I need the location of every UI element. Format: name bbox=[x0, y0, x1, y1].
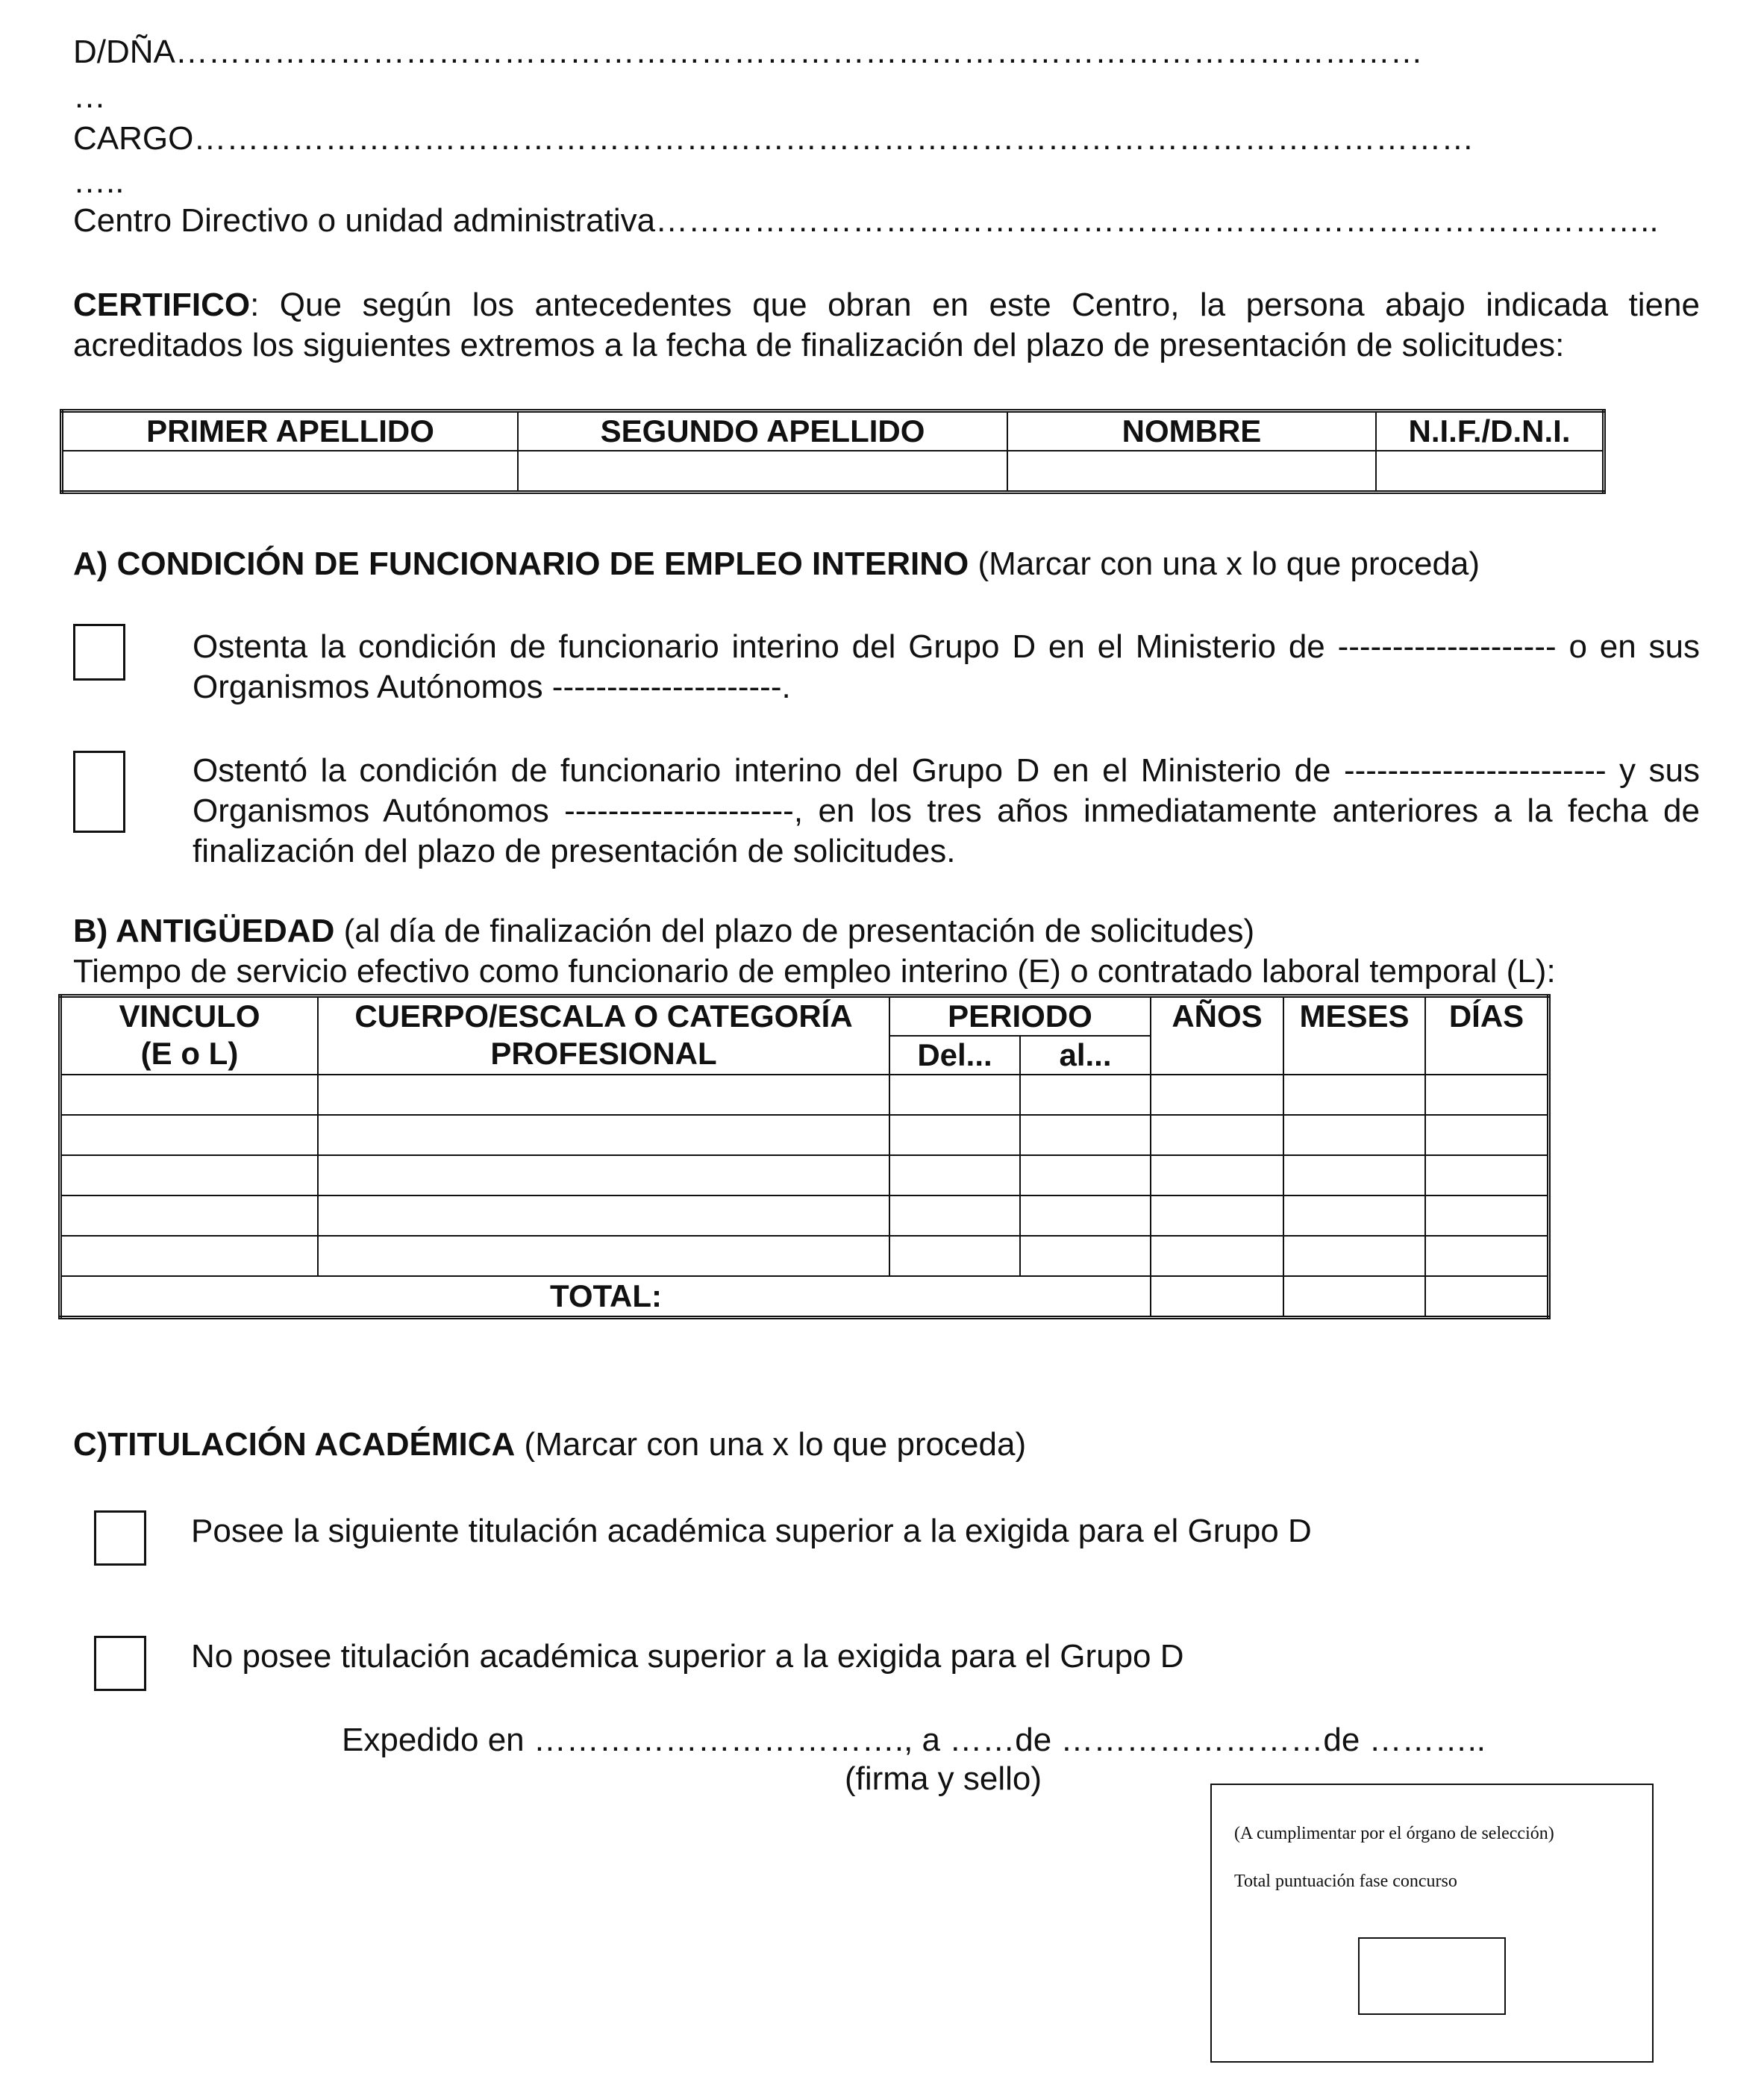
meses-cell[interactable] bbox=[1283, 1195, 1425, 1236]
cuerpo-cell[interactable] bbox=[318, 1075, 889, 1115]
anos-cell[interactable] bbox=[1151, 1236, 1283, 1276]
identity-table bbox=[60, 409, 1606, 494]
section-c-option1-text: Posee la siguiente titulación académica superior a la exigida para el Grupo D bbox=[191, 1513, 1312, 1549]
del-cell[interactable] bbox=[889, 1195, 1020, 1236]
name-continuation: … bbox=[73, 78, 106, 115]
col-del: Del... bbox=[889, 1036, 1020, 1075]
cargo-dots[interactable]: ……………………………………………………………………………………………………… bbox=[193, 120, 1474, 157]
al-cell[interactable] bbox=[1020, 1115, 1151, 1155]
primer-apellido-cell[interactable] bbox=[62, 451, 519, 493]
col-vinculo-line1: VINCULO bbox=[119, 998, 260, 1034]
section-b-subtitle: Tiempo de servicio efectivo como funcionario de empleo interino (E) o contratado laboral temporal (L): bbox=[73, 953, 1556, 990]
antiguedad-table bbox=[58, 994, 1551, 1319]
section-c-option2-text: No posee titulación académica superior a la exigida para el Grupo D bbox=[191, 1638, 1184, 1675]
section-a-option2-checkbox[interactable] bbox=[73, 751, 125, 833]
section-a-option2-text: Ostentó la condición de funcionario interino del Grupo D en el Ministerio de ------------------------ y sus Organismos Autónomos ---------------------, en los tres años inmediatamente anteriores a la fecha de finalización del plazo de presentación de solicitudes. bbox=[193, 752, 1700, 869]
table-row bbox=[60, 1236, 1549, 1276]
col-cuerpo-line1: CUERPO/ESCALA O CATEGORÍA bbox=[354, 998, 853, 1034]
section-a-title bbox=[73, 545, 1480, 584]
al-cell[interactable] bbox=[1020, 1236, 1151, 1276]
cargo-continuation: ….. bbox=[73, 163, 125, 200]
col-nif: N.I.F./D.N.I. bbox=[1376, 411, 1604, 451]
vinculo-cell[interactable] bbox=[60, 1195, 319, 1236]
vinculo-cell[interactable] bbox=[60, 1075, 319, 1115]
centro-label: Centro Directivo o unidad administrativa bbox=[73, 202, 656, 239]
al-cell[interactable] bbox=[1020, 1155, 1151, 1195]
col-primer-apellido: PRIMER APELLIDO bbox=[62, 411, 519, 451]
col-cuerpo-line2: PROFESIONAL bbox=[490, 1036, 717, 1071]
cargo-line bbox=[73, 119, 1474, 158]
col-vinculo bbox=[60, 996, 319, 1075]
section-c-option1-checkbox[interactable] bbox=[94, 1510, 146, 1566]
vinculo-cell[interactable] bbox=[60, 1155, 319, 1195]
total-row bbox=[60, 1276, 1549, 1318]
expedido-line[interactable]: Expedido en ……………………………., a ……de ……………………de ……….. bbox=[342, 1722, 1486, 1758]
evaluation-note: (A cumplimentar por el órgano de selección) bbox=[1234, 1824, 1554, 1843]
col-al: al... bbox=[1020, 1036, 1151, 1075]
col-periodo: PERIODO bbox=[889, 996, 1151, 1037]
centro-line bbox=[73, 201, 1659, 240]
del-cell[interactable] bbox=[889, 1115, 1020, 1155]
cuerpo-cell[interactable] bbox=[318, 1195, 889, 1236]
table-row bbox=[60, 1155, 1549, 1195]
del-cell[interactable] bbox=[889, 1075, 1020, 1115]
dias-cell[interactable] bbox=[1425, 1155, 1549, 1195]
identity-row bbox=[62, 451, 1604, 493]
col-cuerpo bbox=[318, 996, 889, 1075]
del-cell[interactable] bbox=[889, 1155, 1020, 1195]
section-a-title-rest: (Marcar con una x lo que proceda) bbox=[969, 546, 1480, 582]
certifico-paragraph bbox=[73, 285, 1700, 366]
anos-cell[interactable] bbox=[1151, 1115, 1283, 1155]
total-dias-cell[interactable] bbox=[1425, 1276, 1549, 1318]
section-c-title-rest: (Marcar con una x lo que proceda) bbox=[515, 1426, 1027, 1463]
col-dias: DÍAS bbox=[1425, 996, 1549, 1075]
dias-cell[interactable] bbox=[1425, 1195, 1549, 1236]
nombre-cell[interactable] bbox=[1007, 451, 1376, 493]
col-segundo-apellido: SEGUNDO APELLIDO bbox=[518, 411, 1007, 451]
firma-label: (firma y sello) bbox=[845, 1760, 1042, 1797]
name-dots[interactable]: …………………………………………………………………………………………………… bbox=[175, 34, 1423, 70]
cargo-label: CARGO bbox=[73, 120, 194, 157]
dias-cell[interactable] bbox=[1425, 1075, 1549, 1115]
section-a-option1-checkbox[interactable] bbox=[73, 624, 125, 681]
col-meses: MESES bbox=[1283, 996, 1425, 1075]
table-row bbox=[60, 1115, 1549, 1155]
certifico-label: CERTIFICO bbox=[73, 287, 251, 323]
name-line bbox=[73, 33, 1423, 72]
meses-cell[interactable] bbox=[1283, 1155, 1425, 1195]
meses-cell[interactable] bbox=[1283, 1075, 1425, 1115]
section-c-title bbox=[73, 1425, 1026, 1464]
anos-cell[interactable] bbox=[1151, 1155, 1283, 1195]
section-c-title-bold: C)TITULACIÓN ACADÉMICA bbox=[73, 1426, 516, 1463]
meses-cell[interactable] bbox=[1283, 1236, 1425, 1276]
del-cell[interactable] bbox=[889, 1236, 1020, 1276]
cuerpo-cell[interactable] bbox=[318, 1155, 889, 1195]
section-a-option1-text: Ostenta la condición de funcionario interino del Grupo D en el Ministerio de -------------------- o en sus Organismos Autónomos ---------------------. bbox=[193, 628, 1700, 705]
table-row bbox=[60, 1075, 1549, 1115]
total-label: TOTAL: bbox=[60, 1276, 1151, 1318]
col-nombre: NOMBRE bbox=[1007, 411, 1376, 451]
section-b-title-bold: B) ANTIGÜEDAD bbox=[73, 913, 335, 949]
al-cell[interactable] bbox=[1020, 1075, 1151, 1115]
total-meses-cell[interactable] bbox=[1283, 1276, 1425, 1318]
section-c-option2-checkbox[interactable] bbox=[94, 1636, 146, 1691]
nif-cell[interactable] bbox=[1376, 451, 1604, 493]
centro-dots[interactable]: ……………………………………………………………………………….. bbox=[655, 202, 1659, 239]
section-b-title bbox=[73, 912, 1254, 951]
segundo-apellido-cell[interactable] bbox=[518, 451, 1007, 493]
certifico-text: : Que según los antecedentes que obran en este Centro, la persona abajo indicada tiene acreditados los siguientes extremos a la fecha de finalización del plazo de presentación de solicitudes: bbox=[73, 287, 1700, 363]
dias-cell[interactable] bbox=[1425, 1115, 1549, 1155]
anos-cell[interactable] bbox=[1151, 1195, 1283, 1236]
col-anos: AÑOS bbox=[1151, 996, 1283, 1075]
evaluation-score-field[interactable] bbox=[1358, 1937, 1506, 2015]
evaluation-box bbox=[1210, 1784, 1654, 2063]
cuerpo-cell[interactable] bbox=[318, 1115, 889, 1155]
al-cell[interactable] bbox=[1020, 1195, 1151, 1236]
anos-cell[interactable] bbox=[1151, 1075, 1283, 1115]
total-anos-cell[interactable] bbox=[1151, 1276, 1283, 1318]
vinculo-cell[interactable] bbox=[60, 1115, 319, 1155]
vinculo-cell[interactable] bbox=[60, 1236, 319, 1276]
cuerpo-cell[interactable] bbox=[318, 1236, 889, 1276]
meses-cell[interactable] bbox=[1283, 1115, 1425, 1155]
name-label: D/DÑA bbox=[73, 34, 175, 70]
section-a-title-bold: A) CONDICIÓN DE FUNCIONARIO DE EMPLEO INTERINO bbox=[73, 546, 969, 582]
dias-cell[interactable] bbox=[1425, 1236, 1549, 1276]
table-row bbox=[60, 1195, 1549, 1236]
section-b-title-rest: (al día de finalización del plazo de presentación de solicitudes) bbox=[334, 913, 1255, 949]
evaluation-total-label: Total puntuación fase concurso bbox=[1234, 1872, 1457, 1891]
col-vinculo-line2: (E o L) bbox=[140, 1036, 239, 1071]
